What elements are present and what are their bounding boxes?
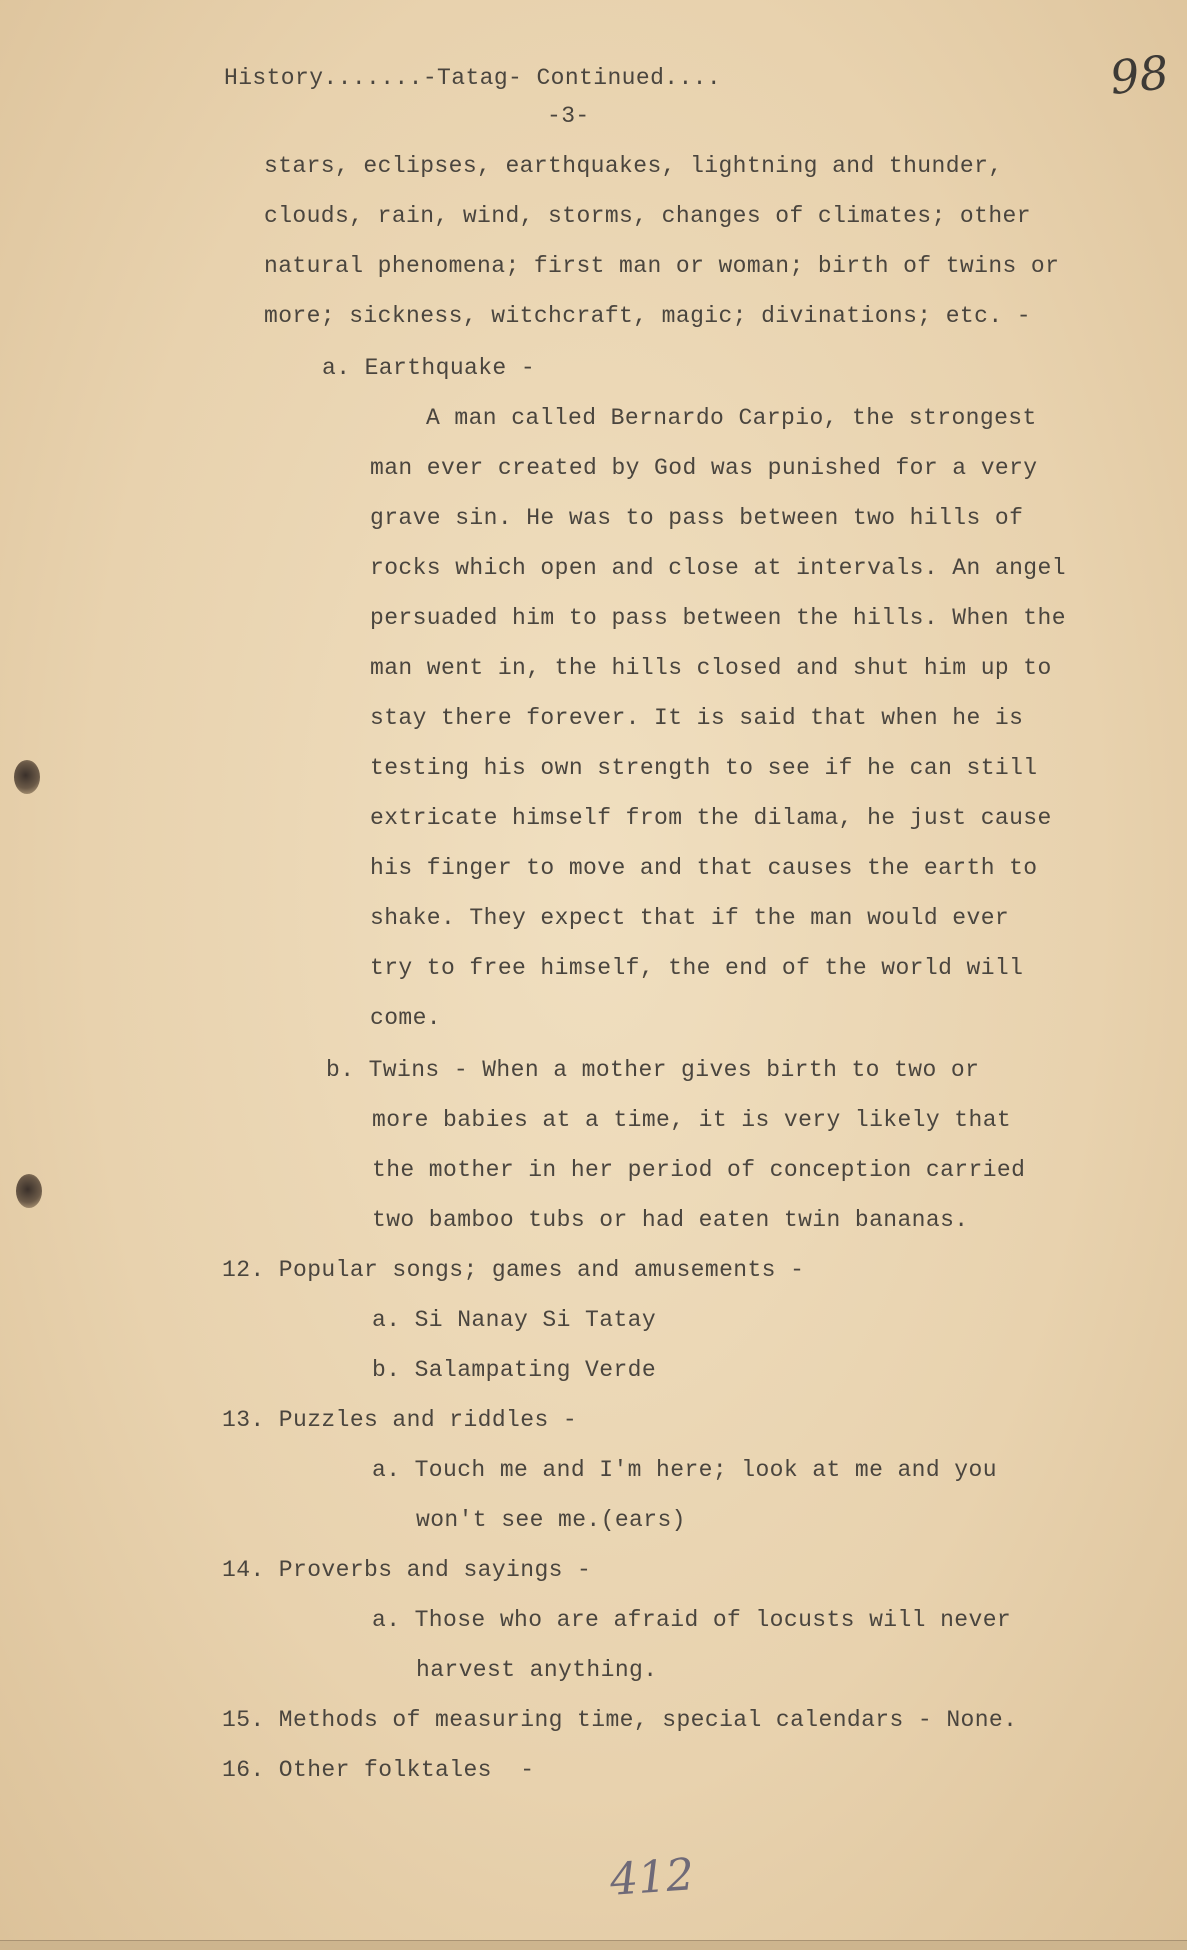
twins-line: more babies at a time, it is very likely that <box>372 1107 1012 1133</box>
earthquake-line: man ever created by God was punished for a very <box>370 455 1038 481</box>
punch-hole <box>14 760 40 794</box>
section-12-item: b. Salampating Verde <box>372 1357 657 1383</box>
section-16-heading: 16. Other folktales - <box>222 1757 535 1783</box>
intro-line: natural phenomena; first man or woman; birth of twins or <box>264 253 1060 279</box>
intro-line: clouds, rain, wind, storms, changes of climates; other <box>264 203 1031 229</box>
twins-line: two bamboo tubs or had eaten twin bananas. <box>372 1207 969 1233</box>
intro-line: more; sickness, witchcraft, magic; divinations; etc. - <box>264 303 1031 329</box>
handwritten-folio: 98 <box>1107 45 1172 105</box>
twins-line: the mother in her period of conception carried <box>372 1157 1026 1183</box>
earthquake-line: try to free himself, the end of the world will <box>370 955 1024 981</box>
scan-bottom-edge <box>0 1940 1187 1950</box>
earthquake-line: come. <box>370 1005 442 1031</box>
twins-line: b. Twins - When a mother gives birth to two or <box>326 1057 980 1083</box>
earthquake-line: A man called Bernardo Carpio, the strongest <box>426 405 1037 431</box>
proverb-line: harvest anything. <box>416 1657 658 1683</box>
earthquake-line: testing his own strength to see if he can still <box>370 755 1038 781</box>
punch-hole <box>16 1174 42 1208</box>
section-13-heading: 13. Puzzles and riddles - <box>222 1407 578 1433</box>
riddle-line: won't see me.(ears) <box>416 1507 686 1533</box>
item-a-heading: a. Earthquake - <box>322 355 536 381</box>
earthquake-line: shake. They expect that if the man would ever <box>370 905 1010 931</box>
handwritten-page-number: 412 <box>608 1849 696 1906</box>
proverb-line: a. Those who are afraid of locusts will never <box>372 1607 1012 1633</box>
section-12-heading: 12. Popular songs; games and amusements - <box>222 1257 805 1283</box>
section-14-heading: 14. Proverbs and sayings - <box>222 1557 592 1583</box>
page-marker: -3- <box>547 103 590 129</box>
earthquake-line: stay there forever. It is said that when he is <box>370 705 1024 731</box>
earthquake-line: his finger to move and that causes the earth to <box>370 855 1038 881</box>
running-head: History.......-Tatag- Continued.... <box>224 65 722 91</box>
intro-line: stars, eclipses, earthquakes, lightning and thunder, <box>264 153 1003 179</box>
earthquake-line: extricate himself from the dilama, he just cause <box>370 805 1052 831</box>
riddle-line: a. Touch me and I'm here; look at me and you <box>372 1457 997 1483</box>
section-15-heading: 15. Methods of measuring time, special calendars - None. <box>222 1707 1018 1733</box>
earthquake-line: rocks which open and close at intervals. An angel <box>370 555 1066 581</box>
earthquake-line: grave sin. He was to pass between two hills of <box>370 505 1024 531</box>
earthquake-line: man went in, the hills closed and shut him up to <box>370 655 1052 681</box>
earthquake-line: persuaded him to pass between the hills. When the <box>370 605 1066 631</box>
section-12-item: a. Si Nanay Si Tatay <box>372 1307 657 1333</box>
